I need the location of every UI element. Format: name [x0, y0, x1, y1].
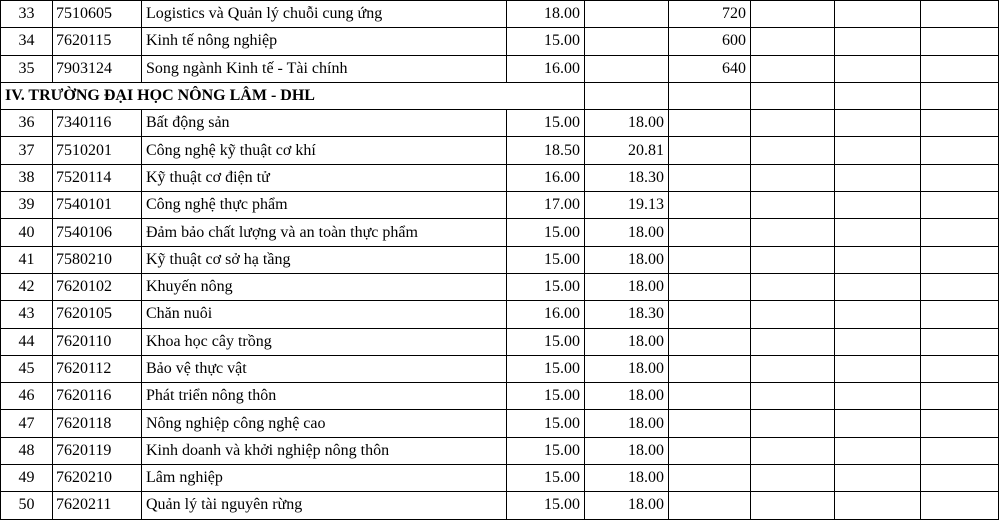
quota-value — [669, 328, 751, 355]
empty-cell — [751, 383, 835, 410]
score-primary: 16.00 — [507, 164, 585, 191]
empty-cell — [921, 82, 999, 109]
row-number: 49 — [1, 465, 53, 492]
quota-value — [669, 465, 751, 492]
program-name: Logistics và Quản lý chuỗi cung ứng — [142, 1, 507, 28]
program-code: 7620110 — [53, 328, 142, 355]
empty-cell — [751, 55, 835, 82]
quota-value — [669, 492, 751, 519]
table-row — [1, 164, 999, 191]
empty-cell — [921, 410, 999, 437]
table-row — [1, 437, 999, 464]
score-primary: 15.00 — [507, 492, 585, 519]
empty-cell — [751, 410, 835, 437]
empty-cell — [835, 273, 921, 300]
table-row — [1, 383, 999, 410]
program-name: Phát triển nông thôn — [142, 383, 507, 410]
table-row — [1, 273, 999, 300]
row-number: 34 — [1, 28, 53, 55]
row-number: 39 — [1, 192, 53, 219]
empty-cell — [921, 301, 999, 328]
score-primary: 15.00 — [507, 28, 585, 55]
score-secondary: 18.00 — [585, 328, 669, 355]
quota-value — [669, 246, 751, 273]
score-secondary — [585, 28, 669, 55]
table-row — [1, 55, 999, 82]
row-number: 37 — [1, 137, 53, 164]
row-number: 41 — [1, 246, 53, 273]
empty-cell — [921, 28, 999, 55]
empty-cell — [835, 164, 921, 191]
empty-cell — [751, 437, 835, 464]
quota-value — [669, 301, 751, 328]
score-primary: 15.00 — [507, 110, 585, 137]
row-number: 48 — [1, 437, 53, 464]
program-code: 7580210 — [53, 246, 142, 273]
row-number: 46 — [1, 383, 53, 410]
quota-value — [669, 355, 751, 382]
score-primary: 18.50 — [507, 137, 585, 164]
empty-cell — [835, 55, 921, 82]
score-primary: 15.00 — [507, 383, 585, 410]
program-code: 7620116 — [53, 383, 142, 410]
program-code: 7540101 — [53, 192, 142, 219]
score-secondary: 18.00 — [585, 410, 669, 437]
empty-cell — [921, 355, 999, 382]
row-number: 35 — [1, 55, 53, 82]
empty-cell — [921, 383, 999, 410]
quota-value — [669, 110, 751, 137]
empty-cell — [921, 137, 999, 164]
table-row — [1, 355, 999, 382]
empty-cell — [921, 492, 999, 519]
section-header-row — [1, 82, 999, 109]
program-name: Đảm bảo chất lượng và an toàn thực phẩm — [142, 219, 507, 246]
empty-cell — [751, 328, 835, 355]
program-name: Công nghệ kỹ thuật cơ khí — [142, 137, 507, 164]
program-code: 7620210 — [53, 465, 142, 492]
program-name: Kinh tế nông nghiệp — [142, 28, 507, 55]
empty-cell — [751, 465, 835, 492]
empty-cell — [585, 82, 669, 109]
empty-cell — [751, 355, 835, 382]
score-secondary: 18.00 — [585, 465, 669, 492]
table-row — [1, 137, 999, 164]
score-secondary — [585, 1, 669, 28]
empty-cell — [921, 1, 999, 28]
table-row — [1, 328, 999, 355]
program-code: 7620115 — [53, 28, 142, 55]
program-name: Nông nghiệp công nghệ cao — [142, 410, 507, 437]
empty-cell — [751, 110, 835, 137]
score-primary: 18.00 — [507, 1, 585, 28]
program-name: Bất động sản — [142, 110, 507, 137]
empty-cell — [751, 246, 835, 273]
empty-cell — [835, 110, 921, 137]
empty-cell — [921, 465, 999, 492]
program-name: Kinh doanh và khởi nghiệp nông thôn — [142, 437, 507, 464]
empty-cell — [921, 437, 999, 464]
empty-cell — [751, 492, 835, 519]
program-name: Chăn nuôi — [142, 301, 507, 328]
score-primary: 15.00 — [507, 328, 585, 355]
table-row — [1, 110, 999, 137]
program-code: 7540106 — [53, 219, 142, 246]
table-row — [1, 192, 999, 219]
empty-cell — [669, 82, 751, 109]
score-secondary: 18.00 — [585, 246, 669, 273]
score-secondary: 18.00 — [585, 219, 669, 246]
program-code: 7620119 — [53, 437, 142, 464]
table-row — [1, 28, 999, 55]
row-number: 50 — [1, 492, 53, 519]
empty-cell — [751, 273, 835, 300]
program-name: Lâm nghiệp — [142, 465, 507, 492]
row-number: 47 — [1, 410, 53, 437]
row-number: 45 — [1, 355, 53, 382]
row-number: 33 — [1, 1, 53, 28]
program-code: 7620112 — [53, 355, 142, 382]
quota-value — [669, 192, 751, 219]
program-name: Khuyến nông — [142, 273, 507, 300]
score-primary: 15.00 — [507, 273, 585, 300]
empty-cell — [921, 328, 999, 355]
score-primary: 17.00 — [507, 192, 585, 219]
quota-value — [669, 164, 751, 191]
empty-cell — [751, 301, 835, 328]
program-name: Song ngành Kinh tế - Tài chính — [142, 55, 507, 82]
score-secondary: 18.30 — [585, 164, 669, 191]
empty-cell — [835, 410, 921, 437]
row-number: 44 — [1, 328, 53, 355]
table-row — [1, 301, 999, 328]
score-primary: 15.00 — [507, 355, 585, 382]
empty-cell — [921, 273, 999, 300]
program-code: 7520114 — [53, 164, 142, 191]
quota-value — [669, 437, 751, 464]
program-name: Kỹ thuật cơ điện tử — [142, 164, 507, 191]
score-secondary: 18.00 — [585, 355, 669, 382]
empty-cell — [835, 1, 921, 28]
program-code: 7620118 — [53, 410, 142, 437]
empty-cell — [835, 355, 921, 382]
program-name: Công nghệ thực phẩm — [142, 192, 507, 219]
score-primary: 16.00 — [507, 55, 585, 82]
quota-value — [669, 410, 751, 437]
empty-cell — [751, 28, 835, 55]
program-code: 7340116 — [53, 110, 142, 137]
empty-cell — [751, 137, 835, 164]
empty-cell — [751, 192, 835, 219]
score-secondary: 19.13 — [585, 192, 669, 219]
score-secondary: 18.00 — [585, 110, 669, 137]
program-code: 7620211 — [53, 492, 142, 519]
quota-value — [669, 383, 751, 410]
empty-cell — [835, 437, 921, 464]
empty-cell — [921, 164, 999, 191]
empty-cell — [835, 82, 921, 109]
empty-cell — [835, 28, 921, 55]
score-secondary: 20.81 — [585, 137, 669, 164]
score-primary: 15.00 — [507, 437, 585, 464]
score-primary: 16.00 — [507, 301, 585, 328]
score-primary: 15.00 — [507, 465, 585, 492]
quota-value: 640 — [669, 55, 751, 82]
quota-value: 720 — [669, 1, 751, 28]
empty-cell — [921, 55, 999, 82]
quota-value — [669, 219, 751, 246]
table-row — [1, 219, 999, 246]
quota-value: 600 — [669, 28, 751, 55]
empty-cell — [921, 219, 999, 246]
row-number: 38 — [1, 164, 53, 191]
empty-cell — [751, 219, 835, 246]
table-row — [1, 1, 999, 28]
empty-cell — [835, 328, 921, 355]
program-code: 7510605 — [53, 1, 142, 28]
table-row — [1, 246, 999, 273]
quota-value — [669, 273, 751, 300]
empty-cell — [835, 383, 921, 410]
score-secondary: 18.00 — [585, 492, 669, 519]
empty-cell — [751, 82, 835, 109]
empty-cell — [751, 164, 835, 191]
table-row — [1, 465, 999, 492]
quota-value — [669, 137, 751, 164]
score-secondary: 18.00 — [585, 273, 669, 300]
empty-cell — [835, 492, 921, 519]
score-secondary: 18.00 — [585, 383, 669, 410]
score-primary: 15.00 — [507, 219, 585, 246]
program-name: Quản lý tài nguyên rừng — [142, 492, 507, 519]
empty-cell — [835, 301, 921, 328]
section-title: IV. TRƯỜNG ĐẠI HỌC NÔNG LÂM - DHL — [1, 82, 585, 109]
score-secondary: 18.00 — [585, 437, 669, 464]
score-primary: 15.00 — [507, 410, 585, 437]
empty-cell — [921, 192, 999, 219]
table-row — [1, 492, 999, 519]
program-code: 7510201 — [53, 137, 142, 164]
program-code: 7620102 — [53, 273, 142, 300]
program-name: Bảo vệ thực vật — [142, 355, 507, 382]
score-secondary — [585, 55, 669, 82]
empty-cell — [835, 465, 921, 492]
row-number: 40 — [1, 219, 53, 246]
empty-cell — [921, 246, 999, 273]
empty-cell — [835, 219, 921, 246]
table-row — [1, 410, 999, 437]
row-number: 43 — [1, 301, 53, 328]
empty-cell — [835, 246, 921, 273]
empty-cell — [751, 1, 835, 28]
score-secondary: 18.30 — [585, 301, 669, 328]
row-number: 36 — [1, 110, 53, 137]
empty-cell — [835, 192, 921, 219]
row-number: 42 — [1, 273, 53, 300]
program-code: 7903124 — [53, 55, 142, 82]
score-primary: 15.00 — [507, 246, 585, 273]
empty-cell — [835, 137, 921, 164]
program-name: Kỹ thuật cơ sở hạ tầng — [142, 246, 507, 273]
program-code: 7620105 — [53, 301, 142, 328]
program-name: Khoa học cây trồng — [142, 328, 507, 355]
empty-cell — [921, 110, 999, 137]
